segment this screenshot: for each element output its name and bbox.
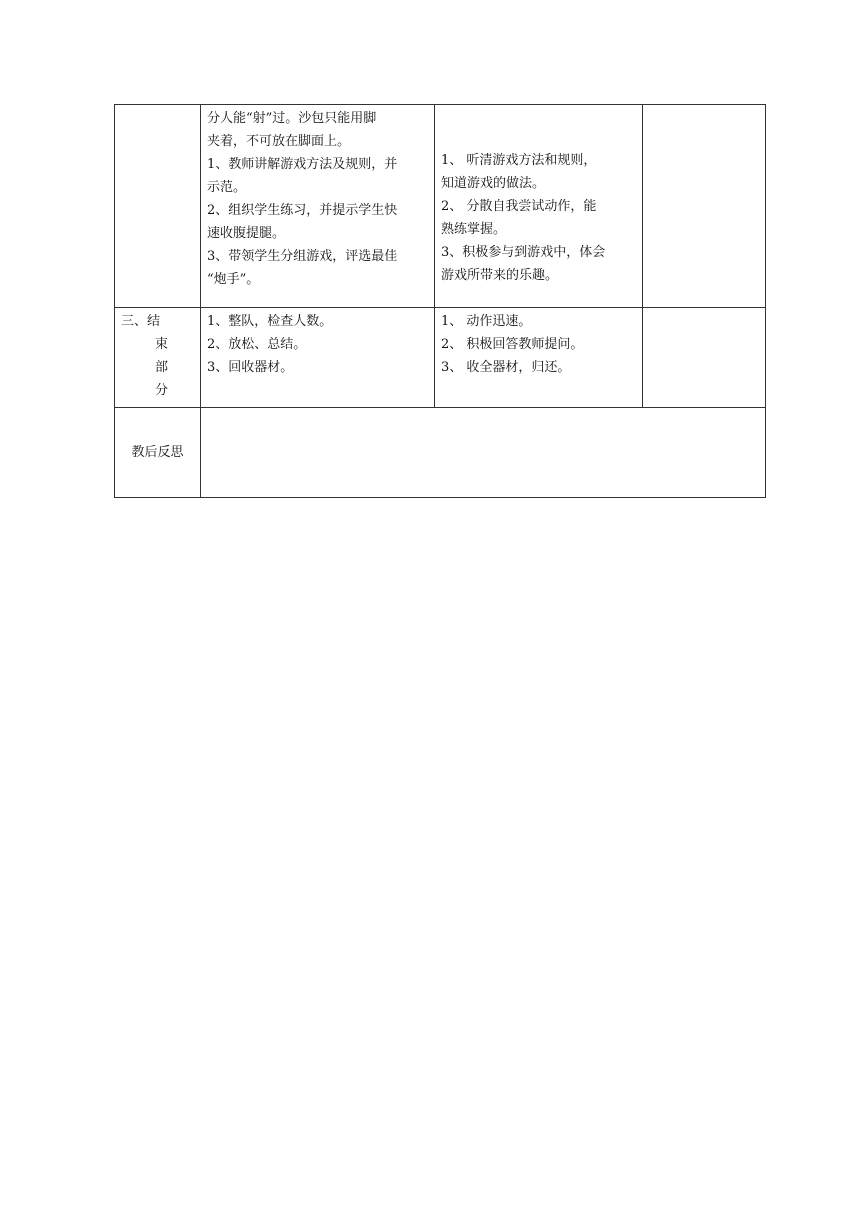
section-label-line: 部: [155, 360, 169, 375]
notes-cell-empty: [643, 308, 766, 408]
student-activity-cell: [435, 308, 643, 408]
notes-cell-empty: [643, 105, 766, 308]
teacher-line: 2、组织学生练习，并提示学生快: [207, 203, 398, 218]
student-line: 游戏所带来的乐趣。: [441, 268, 559, 283]
section-label-line: 分: [155, 383, 169, 398]
teacher-line: 1、教师讲解游戏方法及规则，并: [207, 157, 398, 172]
ending-section-row: [115, 308, 766, 408]
reflection-label-cell: [115, 408, 201, 498]
section-label-line: 三、结: [121, 314, 161, 329]
teacher-line: 分人能“射”过。沙包只能用脚: [207, 111, 377, 126]
section-label-cell: [115, 308, 201, 408]
student-line: 2、 积极回答教师提问。: [441, 337, 584, 352]
teacher-activity-cell: [201, 308, 435, 408]
section-label-line: 束: [155, 337, 169, 352]
student-line: 3、积极参与到游戏中，体会: [441, 245, 606, 260]
teacher-line: 速收腹提腿。: [207, 226, 286, 241]
teacher-line: 示范。: [207, 180, 247, 195]
reflection-row: [115, 408, 766, 498]
student-activity-cell: [435, 105, 643, 308]
section-label-cell-empty: [115, 105, 201, 308]
student-line: 1、 听清游戏方法和规则，: [441, 153, 597, 168]
lesson-plan-table: [114, 104, 766, 498]
game-activity-row: [115, 105, 766, 308]
teacher-line: “炮手”。: [207, 272, 260, 287]
reflection-label: 教后反思: [131, 445, 184, 460]
teacher-line: 夹着，不可放在脚面上。: [207, 134, 351, 149]
student-line: 1、 动作迅速。: [441, 314, 532, 329]
teacher-line: 3、带领学生分组游戏，评选最佳: [207, 249, 398, 264]
student-line: 熟练掌握。: [441, 222, 507, 237]
teacher-line: 3、回收器材。: [207, 360, 294, 375]
teacher-line: 1、整队，检查人数。: [207, 314, 333, 329]
teacher-activity-cell: [201, 105, 435, 308]
student-line: 3、 收全器材，归还。: [441, 360, 571, 375]
teacher-line: 2、放松、总结。: [207, 337, 307, 352]
student-line: 知道游戏的做法。: [441, 176, 546, 191]
reflection-content-cell: [201, 408, 766, 498]
student-line: 2、 分散自我尝试动作，能: [441, 199, 597, 214]
